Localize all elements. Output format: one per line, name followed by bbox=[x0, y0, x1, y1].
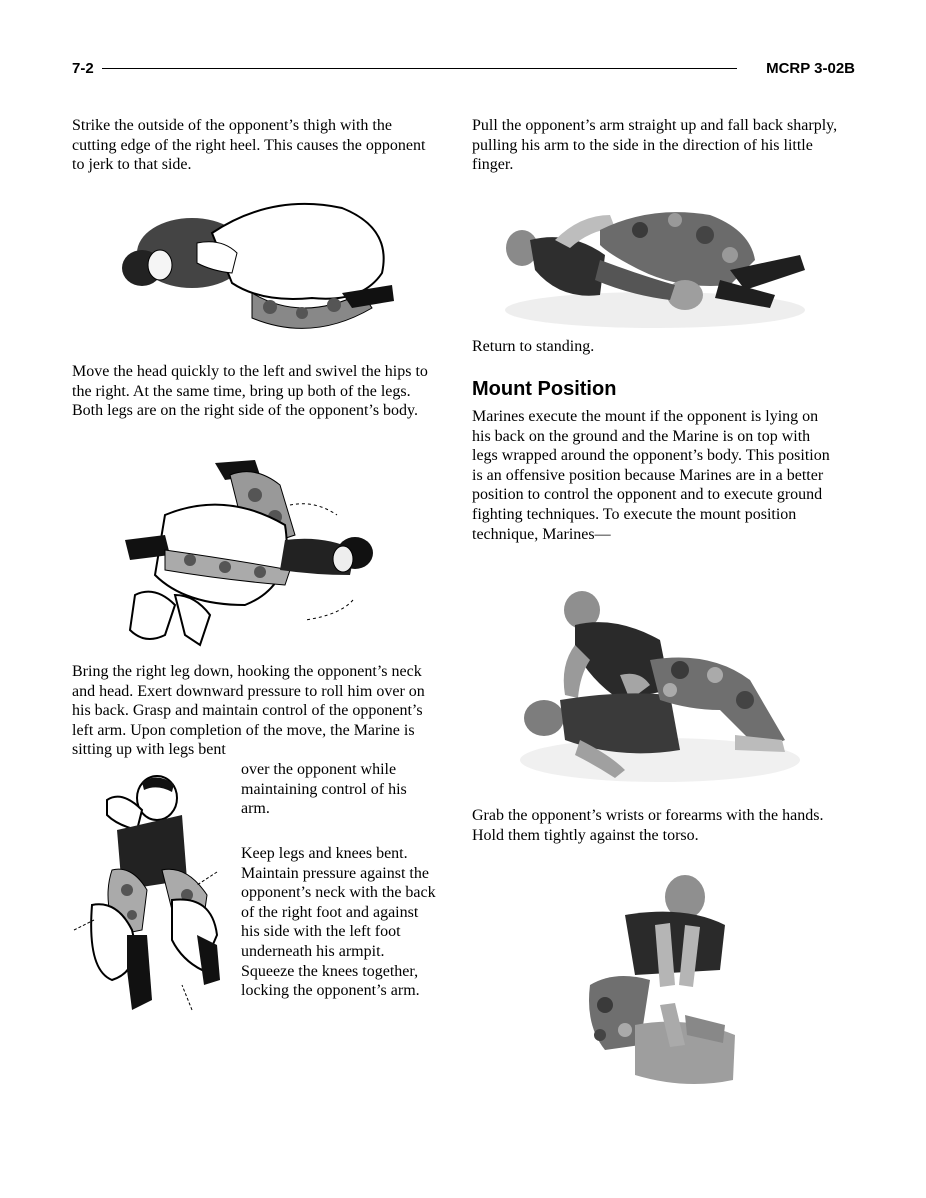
left-paragraph-1: Strike the outside of the opponent’s thigh with the cutting edge of the right heel. This causes the opponent to jerk to that side. bbox=[72, 117, 426, 174]
publication-code: MCRP 3-02B bbox=[766, 60, 855, 77]
left-paragraph-4: Keep legs and knees bent. Maintain pressure against the opponent’s neck with the back of the right foot and against his side with the left foot underneath his armpit. Squeeze the knees together, locking the opponent’s arm. bbox=[241, 845, 436, 1000]
page-number: 7-2 bbox=[72, 60, 94, 77]
photo-wrist-control bbox=[575, 875, 740, 1095]
right-paragraph-3: Marines execute the mount if the opponent is lying on his back on the ground and the Marine is on top with legs wrapped around the opponent’s body. This position is an offensive position because Marines are in a better position to control the opponent and to execute ground fighting techniques. To execute the mount position technique, Marines— bbox=[472, 408, 830, 543]
right-paragraph-2: Return to standing. bbox=[472, 338, 595, 355]
page-header bbox=[72, 58, 855, 80]
right-paragraph-4: Grab the opponent’s wrists or forearms with the hands. Hold them tightly against the torso. bbox=[472, 807, 824, 844]
figure-arm-control bbox=[72, 770, 236, 1020]
figure-hip-swivel bbox=[115, 455, 385, 655]
left-paragraph-3: Bring the right leg down, hooking the opponent’s neck and head. Exert downward pressure to roll him over on his back. Grasp and maintain control of the opponent’s left arm. Upon completion of the move, the Marine is sitting up with legs bent bbox=[72, 663, 425, 759]
left-paragraph-3-continued: over the opponent while maintaining control of his arm. bbox=[241, 761, 407, 818]
section-heading: Mount Position bbox=[472, 378, 617, 400]
figure-heel-strike bbox=[112, 193, 402, 343]
photo-arm-pull bbox=[500, 200, 810, 330]
right-paragraph-1: Pull the opponent’s arm straight up and fall back sharply, pulling his arm to the side in the direction of his little finger. bbox=[472, 117, 838, 174]
header-rule bbox=[102, 68, 737, 69]
left-paragraph-2: Move the head quickly to the left and swivel the hips to the right. At the same time, bring up both of the legs. Both legs are on the right side of the opponent’s body. bbox=[72, 363, 428, 420]
photo-mount-position bbox=[520, 590, 800, 785]
